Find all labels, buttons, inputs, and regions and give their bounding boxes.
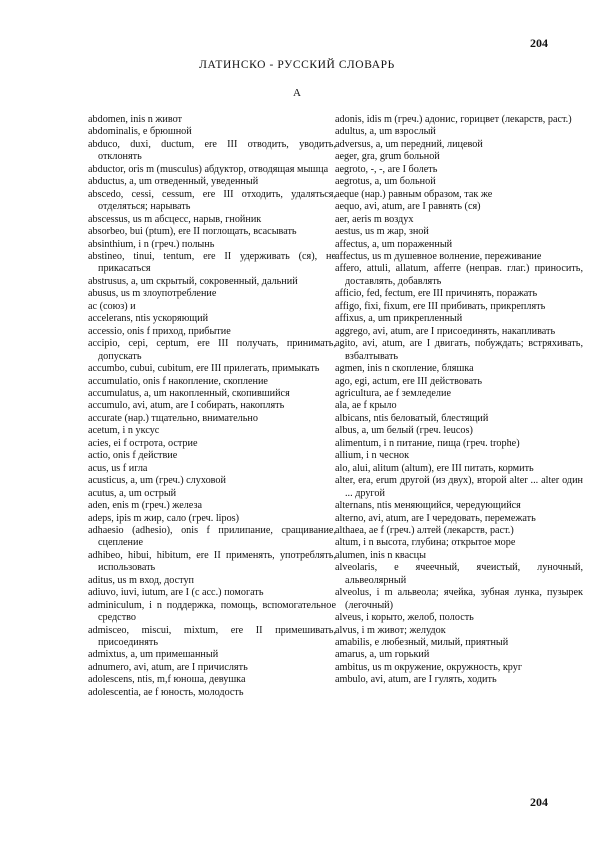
dictionary-entry: alumen, inis n квасцы xyxy=(335,549,426,561)
dictionary-entry: adolescentia, ae f юность, молодость xyxy=(88,686,244,698)
dictionary-entry: afficio, fed, fectum, ere III причинять, поражать xyxy=(335,288,538,300)
dictionary-entry: admixtus, a, um примешанный xyxy=(88,649,219,661)
dictionary-entry: accumulatus, a, um накопленный, скопившийся xyxy=(88,387,290,399)
page-number-bottom: 204 xyxy=(530,795,548,809)
dictionary-entry: adiuvo, iuvi, iutum, are I (c acc.) помогать xyxy=(88,587,264,599)
dictionary-entry: affigo, fixi, fixum, ere III прибивать, прикреплять xyxy=(335,300,546,312)
dictionary-entry: adnumero, avi, atum, are I причислять xyxy=(88,661,248,673)
dictionary-entry: admisceo, miscui, mixtum, ere II примешивать, присоединять xyxy=(88,624,336,649)
dictionary-entry: aeque (нар.) равным образом, так же xyxy=(335,188,493,200)
left-column xyxy=(88,114,336,699)
dictionary-entry: absorbeo, bui (ptum), ere II поглощать, всасывать xyxy=(88,226,297,238)
dictionary-entry: adeps, ipis m жир, сало (греч. lipos) xyxy=(88,512,240,524)
dictionary-entry: aestus, us m жар, зной xyxy=(335,226,429,238)
dictionary-entry: alternans, ntis меняющийся, чередующийся xyxy=(335,500,521,512)
dictionary-entry: accessio, onis f приход, прибытие xyxy=(88,325,231,337)
page-number-top: 204 xyxy=(530,36,548,50)
dictionary-entry: aer, aeris m воздух xyxy=(335,213,414,225)
dictionary-entry: affectus, a, um пораженный xyxy=(335,238,453,250)
dictionary-entry: abdominalis, e брюшной xyxy=(88,126,192,138)
dictionary-entry: ala, ae f крыло xyxy=(335,400,397,412)
dictionary-entry: alveus, i корыто, желоб, полость xyxy=(335,612,474,624)
dictionary-entry: actio, onis f действие xyxy=(88,450,178,462)
dictionary-entry: aegroto, -, -, are I болеть xyxy=(335,163,438,175)
dictionary-entry: accurate (нар.) тщательно, внимательно xyxy=(88,412,258,424)
dictionary-entry: alveolus, i m альвеола; ячейка, зубная лунка, пузырек (легочный) xyxy=(335,587,583,611)
dictionary-entry: acusticus, a, um (греч.) слуховой xyxy=(88,475,226,487)
dictionary-entry: adonis, idis m (греч.) адонис, горицвет (лекарств, раст.) xyxy=(335,114,572,125)
dictionary-entry: acutus, a, um острый xyxy=(88,487,177,499)
dictionary-entry: ambitus, us m окружение, окружность, круг xyxy=(335,661,523,673)
dictionary-entry: aegrotus, a, um больной xyxy=(335,176,436,188)
dictionary-entry: aeger, gra, grum больной xyxy=(335,151,440,163)
dictionary-entry: abduco, duxi, ductum, ere III отводить, уводить, отклонять xyxy=(88,138,336,163)
dictionary-entry: allium, i n чеснок xyxy=(335,450,410,462)
dictionary-entry: accumulatio, onis f накопление, скопление xyxy=(88,375,268,387)
dictionary-entry: affixus, a, um прикрепленный xyxy=(335,313,463,325)
dictionary-entry: accipio, cepi, ceptum, ere III получать, принимать, допускать xyxy=(88,338,336,362)
dictionary-entry: adversus, a, um передний, лицевой xyxy=(335,138,483,150)
dictionary-entry: abductus, a, um отведенный, уведенный xyxy=(88,176,259,188)
dictionary-entry: ac (союз) и xyxy=(88,300,136,312)
dictionary-entry: abstineo, tinui, tentum, ere II удерживать (ся), не прикасаться xyxy=(88,250,336,275)
dictionary-entry: alterno, avi, atum, are I чередовать, перемежать xyxy=(335,512,536,524)
dictionary-entry: accumulo, avi, atum, are I собирать, накоплять xyxy=(88,400,285,412)
dictionary-entry: adultus, a, um взрослый xyxy=(335,126,436,138)
dictionary-entry: albicans, ntis беловатый, блестящий xyxy=(335,412,489,424)
dictionary-entry: adminiculum, i n поддержка, помощь, вспомогательное средство xyxy=(88,599,336,624)
dictionary-entry: abdomen, inis n живот xyxy=(88,114,182,125)
dictionary-entry: acus, us f игла xyxy=(88,462,148,474)
dictionary-entry: ambulo, avi, atum, are I гулять, ходить xyxy=(335,674,497,686)
dictionary-entry: adolescens, ntis, m,f юноша, девушка xyxy=(88,674,246,686)
dictionary-entry: altum, i n высота, глубина; открытое море xyxy=(335,537,516,549)
dictionary-entry: amabilis, e любезный, милый, приятный xyxy=(335,637,509,649)
dictionary-entry: abductor, oris m (musculus) абдуктор, отводящая мышца xyxy=(88,163,329,175)
dictionary-entry: amarus, a, um горький xyxy=(335,649,430,661)
dictionary-entry: absinthium, i n (греч.) полынь xyxy=(88,238,215,250)
dictionary-entry: aden, enis m (греч.) железа xyxy=(88,500,202,512)
dictionary-entry: adhaesio (adhesio), onis f прилипание, сращивание, сцепление xyxy=(88,524,336,549)
dictionary-entry: adhibeo, hibui, hibitum, ere II применять, употреблять, использовать xyxy=(88,549,336,574)
dictionary-entry: accumbo, cubui, cubitum, ere III прилегать, примыкать xyxy=(88,363,320,375)
dictionary-entry: ago, egi, actum, ere III действовать xyxy=(335,375,483,387)
dictionary-entry: accelerans, ntis ускоряющий xyxy=(88,313,209,325)
right-column xyxy=(335,114,583,687)
dictionary-entry: affectus, us m душевное волнение, переживание xyxy=(335,250,542,262)
dictionary-entry: abusus, us m злоупотребление xyxy=(88,288,217,300)
dictionary-entry: aequo, avi, atum, are I равнять (ся) xyxy=(335,201,481,213)
dictionary-entry: albus, a, um белый (греч. leucos) xyxy=(335,425,473,437)
dictionary-entry: acetum, i n уксус xyxy=(88,425,160,437)
dictionary-entry: aggrego, avi, atum, are I присоединять, накапливать xyxy=(335,325,556,337)
dictionary-entry: abscessus, us m абсцесс, нарыв, гнойник xyxy=(88,213,262,225)
dictionary-entry: alo, alui, alitum (altum), ere III питать, кормить xyxy=(335,462,534,474)
section-letter: A xyxy=(293,87,301,99)
dictionary-entry: alter, era, erum другой (из двух), второй alter ... alter один ... другой xyxy=(335,475,583,499)
dictionary-entry: aditus, us m вход, доступ xyxy=(88,574,195,586)
dictionary-entry: althaea, ae f (греч.) алтей (лекарств, раст.) xyxy=(335,524,514,536)
dictionary-entry: affero, attuli, allatum, afferre (неправ. глаг.) приносить, доставлять, добавлять xyxy=(335,263,583,287)
dictionary-title: ЛАТИНСКО - РУССКИЙ СЛОВАРЬ xyxy=(199,59,395,71)
dictionary-entry: alveolaris, e ячеечный, ячеистый, луночный, альвеолярный xyxy=(335,562,583,586)
dictionary-entry: abscedo, cessi, cessum, ere III отходить, удаляться, отделяться; нарывать xyxy=(88,188,336,213)
dictionary-entry: alvus, i m живот; желудок xyxy=(335,624,446,636)
dictionary-entry: acies, ei f острота, острие xyxy=(88,437,198,449)
dictionary-entry: agmen, inis n скопление, бляшка xyxy=(335,363,474,375)
dictionary-entry: alimentum, i n питание, пища (греч. trophe) xyxy=(335,437,520,449)
dictionary-entry: abstrusus, a, um скрытый, сокровенный, дальний xyxy=(88,275,298,287)
dictionary-entry: agito, avi, atum, are I двигать, побуждать; встряхивать, взбалтывать xyxy=(335,338,583,362)
dictionary-entry: agricultura, ae f земледелие xyxy=(335,387,451,399)
